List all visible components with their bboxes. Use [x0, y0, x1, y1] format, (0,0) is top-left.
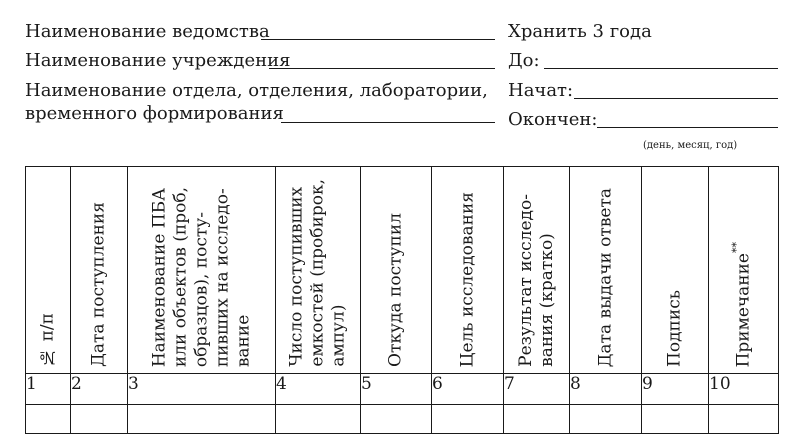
table-cell[interactable] — [128, 405, 276, 434]
table-cell[interactable] — [71, 405, 128, 434]
column-header — [709, 167, 779, 374]
department-label-line2: временного формирования — [25, 103, 284, 124]
finished-date-line[interactable] — [597, 127, 778, 128]
started-label: Начат: — [508, 80, 574, 101]
footnote-marker: ** — [729, 241, 743, 253]
column-header — [361, 167, 432, 374]
header-line: вание — [233, 314, 253, 367]
column-header — [432, 167, 504, 374]
table-cell[interactable] — [276, 405, 361, 434]
header-line: образцов), посту- — [191, 211, 211, 367]
table-cell[interactable] — [361, 405, 432, 434]
column-number: 9 — [642, 374, 709, 405]
table-cell[interactable] — [570, 405, 642, 434]
department-input-line[interactable] — [281, 122, 495, 123]
column-header — [71, 167, 128, 374]
institution-label: Наименование учреждения — [25, 50, 291, 71]
column-header-text — [287, 179, 350, 367]
table-cell[interactable] — [432, 405, 504, 434]
column-header-text: Подпись — [664, 290, 685, 367]
column-header-text — [516, 194, 558, 367]
table-row — [26, 405, 779, 434]
header-line: Примечание — [733, 252, 753, 367]
column-number-row — [26, 374, 779, 405]
column-number: 1 — [26, 374, 71, 405]
header-line: Число поступивших — [286, 187, 307, 367]
column-number: 5 — [361, 374, 432, 405]
column-number: 2 — [71, 374, 128, 405]
department-label-line1: Наименование отдела, отделения, лаборатории, — [25, 80, 488, 101]
agency-label: Наименование ведомства — [25, 21, 270, 42]
column-header-text: Дата поступления — [88, 202, 109, 367]
column-header — [276, 167, 361, 374]
header-line: емкостей (пробирок, — [307, 179, 328, 367]
column-header — [128, 167, 276, 374]
table-cell[interactable] — [709, 405, 779, 434]
column-number: 10 — [709, 374, 779, 405]
finished-label: Окончен: — [508, 109, 598, 130]
table-header-row — [26, 167, 779, 374]
header-line: Результат исследо- — [515, 194, 536, 367]
column-number: 8 — [570, 374, 642, 405]
header-line: ампул) — [328, 304, 349, 367]
table-cell[interactable] — [26, 405, 71, 434]
institution-input-line[interactable] — [269, 68, 495, 69]
header-line: Наименование ПБА — [149, 187, 169, 367]
agency-input-line[interactable] — [261, 39, 495, 40]
table-cell[interactable] — [642, 405, 709, 434]
header-line: вания (кратко) — [536, 233, 557, 367]
column-header-text — [149, 187, 254, 367]
column-header-text: Откуда поступил — [385, 213, 406, 367]
column-number: 7 — [504, 374, 570, 405]
column-number: 3 — [128, 374, 276, 405]
table-cell[interactable] — [504, 405, 570, 434]
retention-label: Хранить 3 года — [508, 21, 652, 42]
date-format-note: (день, месяц, год) — [643, 140, 738, 151]
to-label: До: — [508, 50, 540, 71]
column-header — [570, 167, 642, 374]
column-header — [26, 167, 71, 374]
to-date-line[interactable] — [544, 68, 778, 69]
column-header-text — [729, 241, 754, 367]
header-line: пивших на исследо- — [212, 188, 232, 367]
journal-table — [25, 166, 779, 434]
column-header — [504, 167, 570, 374]
column-number: 4 — [276, 374, 361, 405]
column-header — [642, 167, 709, 374]
column-header-text: Цель исследования — [457, 191, 477, 367]
header-line: или объектов (проб, — [170, 186, 190, 367]
column-number: 6 — [432, 374, 504, 405]
column-header-text: № п/п — [37, 313, 58, 367]
column-header-text: Дата выдачи ответа — [595, 187, 615, 367]
started-date-line[interactable] — [574, 98, 778, 99]
